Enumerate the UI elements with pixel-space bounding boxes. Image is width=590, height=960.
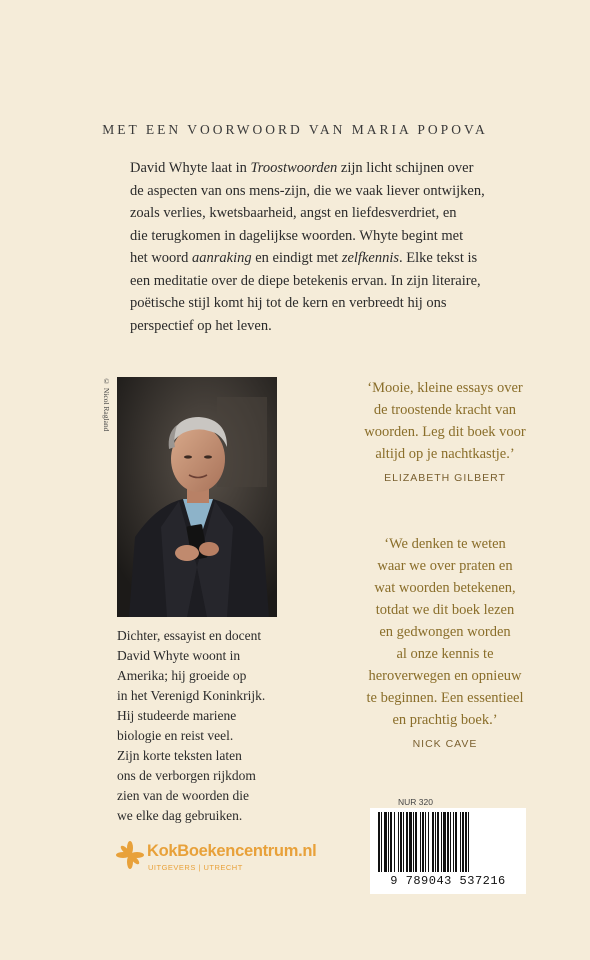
barcode-bar <box>394 812 395 872</box>
bio-line: we elke dag gebruiken. <box>117 808 243 823</box>
barcode-bar <box>450 812 451 872</box>
barcode-bar <box>468 812 469 872</box>
quote-line: en gedwongen worden <box>379 624 511 640</box>
blurb-line <box>130 315 530 338</box>
quote-nick-cave <box>300 533 590 755</box>
quote-line: heroverwegen en opnieuw <box>368 668 522 684</box>
blurb-text: poëtische stijl komt hij tot de kern en verbreedt hij ons <box>130 295 447 311</box>
quote-line: de troostende kracht van <box>373 402 517 418</box>
quote-line: en prachtig boek.’ <box>392 712 498 728</box>
blurb-italic-term: Troostwoorden <box>250 160 338 176</box>
blurb-line <box>130 157 530 180</box>
quote-line: waar we over praten en <box>377 558 513 574</box>
foreword-heading: MET EEN VOORWOORD VAN MARIA POPOVA <box>102 122 488 137</box>
barcode-bar <box>409 812 412 872</box>
blurb-text: die terugkomen in dagelijkse woorden. Whyte begint met <box>130 227 464 244</box>
quote-line: ‘Mooie, kleine essays over <box>367 380 523 396</box>
blurb-line <box>130 292 530 315</box>
barcode-bar <box>435 812 436 872</box>
blurb-line <box>130 202 530 225</box>
barcode-bar <box>465 812 467 872</box>
blurb-text: David Whyte laat in <box>130 160 251 176</box>
quote-text <box>300 377 590 465</box>
author-photo <box>117 377 277 617</box>
blurb-italic-term: aanraking <box>192 250 252 266</box>
barcode-bar <box>441 812 442 872</box>
photo-credit: © Nicol Ragland <box>102 377 111 432</box>
barcode-bar <box>453 812 454 872</box>
blurb-text: . Elke tekst is <box>399 250 478 266</box>
quote-line: ‘We denken te weten <box>384 536 506 552</box>
blurb-line <box>130 180 530 203</box>
blurb-line <box>130 270 530 293</box>
barcode-bar <box>447 812 449 872</box>
blurb-italic-term: zelfkennis <box>341 250 400 266</box>
quote-elizabeth-gilbert <box>300 377 590 489</box>
bio-line: ons de verborgen rijkdom <box>117 768 256 783</box>
quote-line: altijd op je nachtkastje.’ <box>375 446 515 462</box>
quote-line: wat woorden betekenen, <box>374 580 516 596</box>
bio-line: Amerika; hij groeide op <box>117 668 247 683</box>
barcode-bar <box>420 812 421 872</box>
bio-line: biologie en reist veel. <box>117 728 234 743</box>
quote-author: ELIZABETH GILBERT <box>384 472 506 484</box>
barcode-bar <box>378 812 380 872</box>
barcode-bar <box>381 812 382 872</box>
blurb-text: zijn licht schijnen over <box>337 160 474 176</box>
publisher-logo-icon <box>115 840 145 870</box>
barcode-bar <box>390 812 392 872</box>
isbn-barcode <box>370 808 526 894</box>
barcode-bar <box>388 812 389 872</box>
quote-line: te beginnen. Een essentieel <box>366 690 524 706</box>
quote-line: totdat we dit boek lezen <box>375 602 515 618</box>
barcode-bar <box>398 812 399 872</box>
barcode-bar <box>413 812 414 872</box>
barcode-bar <box>415 812 417 872</box>
quote-line: al onze kennis te <box>396 646 494 662</box>
blurb-text: en eindigt met <box>251 250 342 266</box>
barcode-bar <box>462 812 464 872</box>
bio-line: in het Verenigd Koninkrijk. <box>117 688 266 703</box>
barcode-bars <box>370 808 526 874</box>
bio-line: Dichter, essayist en docent <box>117 628 262 643</box>
blurb-text: perspectief op het leven. <box>130 317 272 334</box>
barcode-bar <box>403 812 404 872</box>
barcode-bar <box>460 812 461 872</box>
barcode-bar <box>437 812 439 872</box>
barcode-bar <box>406 812 408 872</box>
publisher-subtitle: UITGEVERS | UTRECHT <box>148 863 243 872</box>
barcode-bar <box>428 812 429 872</box>
barcode-bar <box>384 812 387 872</box>
nur-code: NUR 320 <box>398 797 433 807</box>
barcode-bar <box>432 812 434 872</box>
barcode-bar <box>400 812 402 872</box>
bio-line: Zijn korte teksten laten <box>117 748 242 763</box>
bio-line: David Whyte woont in <box>117 648 241 663</box>
blurb-text: het woord <box>130 250 193 266</box>
isbn-number: 9 789043 537216 <box>390 874 506 888</box>
blurb-text: zoals verlies, kwetsbaarheid, angst en liefdesverdriet, en <box>130 205 457 221</box>
publisher-logo <box>115 838 375 888</box>
bio-line: Hij studeerde mariene <box>117 708 237 723</box>
quote-text <box>300 533 590 731</box>
quote-line: woorden. Leg dit boek voor <box>364 424 526 440</box>
blurb-line <box>130 247 530 270</box>
author-bio <box>117 626 317 826</box>
blurb-text: een meditatie over de diepe betekenis ervan. In zijn literaire, <box>130 272 481 289</box>
barcode-bar <box>425 812 426 872</box>
blurb-line <box>130 225 530 248</box>
barcode-bar <box>422 812 424 872</box>
back-cover-blurb <box>130 157 530 337</box>
barcode-bar <box>443 812 446 872</box>
bio-line: zien van de woorden die <box>117 788 249 803</box>
blurb-text: de aspecten van ons mens-zijn, die we vaak liever ontwijken, <box>130 182 485 199</box>
barcode-bar <box>455 812 457 872</box>
publisher-name: KokBoekencentrum.nl <box>147 842 317 860</box>
quote-author: NICK CAVE <box>412 738 478 750</box>
